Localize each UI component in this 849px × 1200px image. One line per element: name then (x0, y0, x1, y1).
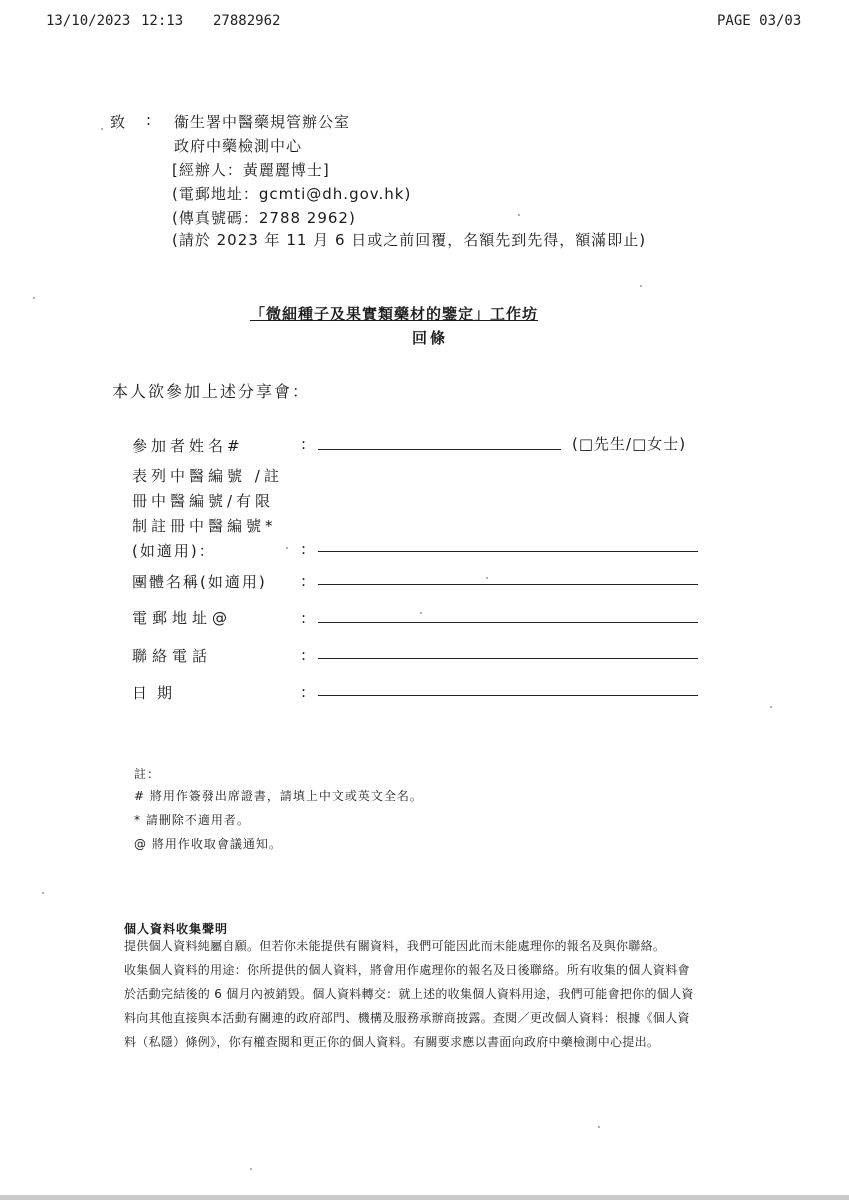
fax-number: 27882962 (213, 13, 281, 29)
scan-speck (101, 128, 103, 130)
scan-bottom-edge (0, 1195, 849, 1200)
scan-speck (770, 706, 772, 708)
addressee-office: 衞生署中醫藥規管辦公室 (174, 113, 351, 131)
privacy-statement-line: 提供個人資料純屬自願。但若你未能提供有關資料，我們可能因此而未能處理你的報名及與你聯絡。 (124, 939, 666, 953)
organisation-name-label: 團體名稱(如適用) (132, 573, 267, 591)
privacy-statement-line: 收集個人資料的用途：你所提供的個人資料，將會用作處理你的報名及日後聯絡。所有收集的個人資料會 (124, 963, 690, 977)
email-address-label: 電郵地址@ (132, 609, 233, 627)
privacy-statement-line: 於活動完結後的 6 個月內被銷毀。個人資料轉交：就上述的收集個人資料用途，我們可能會把你的個人資 (124, 987, 694, 1001)
fax-time: 12:13 (141, 13, 184, 29)
note-item: # 將用作簽發出席證書，請填上中文或英文全名。 (134, 789, 423, 803)
scan-speck (518, 214, 520, 216)
intro-statement: 本人欲參加上述分享會： (112, 382, 311, 401)
scan-speck (42, 892, 44, 894)
privacy-statement-title: 個人資料收集聲明 (124, 922, 229, 936)
registration-number-label-line: 冊中醫編號/有限 (132, 492, 275, 510)
addressee-email: (電郵地址：gcmti@dh.gov.hk) (172, 185, 412, 203)
field-colon: : (301, 435, 307, 453)
privacy-statement-line: 料向其他直接與本活動有關連的政府部門、機構及服務承辦商披露。查閱／更改個人資料：根據《個人資 (124, 1011, 690, 1025)
to-colon: : (146, 111, 153, 129)
privacy-statement-line: 料（私隱）條例》，你有權查閱和更正你的個人資料。有關要求應以書面向政府中藥檢測中心提出。 (124, 1035, 660, 1049)
field-colon: : (301, 609, 307, 627)
registration-number-label-line: 表列中醫編號 /註 (132, 467, 283, 485)
scan-speck (640, 285, 642, 287)
date-label: 日期 (132, 684, 183, 702)
reply-deadline: (請於 2023 年 11 月 6 日或之前回覆，名額先到先得，額滿即止) (172, 231, 647, 249)
field-colon: : (301, 540, 307, 558)
organisation-name-field[interactable] (318, 584, 698, 585)
field-colon: : (301, 646, 307, 664)
participant-name-label: 參加者姓名# (132, 437, 244, 455)
date-field[interactable] (318, 695, 698, 696)
addressee-centre: 政府中藥檢測中心 (174, 137, 303, 155)
contact-phone-label: 聯絡電話 (132, 647, 213, 665)
email-address-field[interactable] (318, 622, 698, 623)
title-checkbox-options[interactable]: (□先生/□女士) (572, 435, 687, 453)
scan-speck (250, 1168, 252, 1170)
registration-number-label-line: (如適用)： (132, 542, 216, 560)
scan-speck (420, 612, 422, 614)
field-colon: : (301, 683, 307, 701)
note-item: @ 將用作收取會議通知。 (134, 837, 282, 851)
reply-slip-subtitle: 回條 (412, 329, 449, 347)
scan-speck (33, 297, 35, 299)
registration-number-label-line: 制註冊中醫編號* (132, 517, 277, 535)
participant-name-field[interactable] (318, 449, 561, 450)
field-colon: : (301, 572, 307, 590)
workshop-title: 「微細種子及果實類藥材的鑒定」工作坊 (250, 305, 539, 323)
addressee-fax: (傳真號碼：2788 2962) (172, 209, 356, 227)
scan-speck (486, 577, 488, 579)
fax-page-number: PAGE 03/03 (717, 13, 802, 29)
scan-speck (286, 547, 288, 549)
fax-date: 13/10/2023 (46, 13, 131, 29)
note-item: * 請刪除不適用者。 (134, 813, 250, 827)
contact-phone-field[interactable] (318, 658, 698, 659)
registration-number-field[interactable] (318, 551, 698, 552)
to-label: 致 (110, 113, 127, 131)
notes-heading: 註： (134, 767, 161, 781)
scan-speck (598, 1126, 600, 1128)
addressee-contact-person: [經辦人：黃麗麗博士] (172, 161, 330, 179)
